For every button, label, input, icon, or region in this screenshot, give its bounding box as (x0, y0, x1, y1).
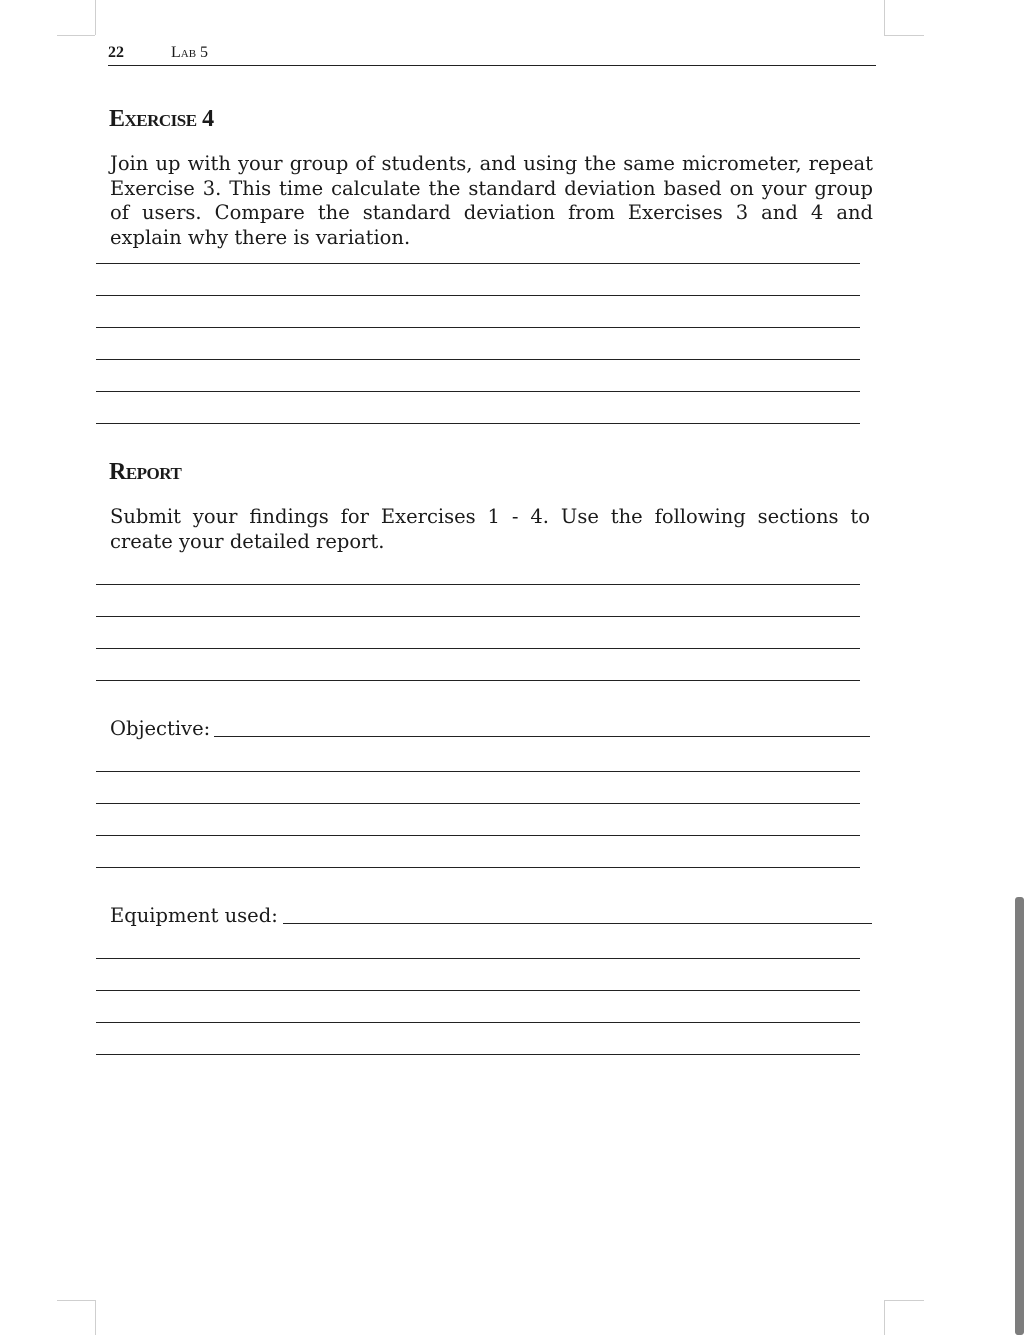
answer-line[interactable] (96, 835, 860, 836)
answer-line[interactable] (96, 584, 860, 585)
answer-line[interactable] (96, 616, 860, 617)
answer-line[interactable] (96, 680, 860, 681)
answer-line[interactable] (96, 771, 860, 772)
crop-mark (57, 35, 95, 36)
answer-line[interactable] (96, 327, 860, 328)
answer-line[interactable] (96, 423, 860, 424)
answer-line[interactable] (96, 958, 860, 959)
answer-line[interactable] (96, 803, 860, 804)
answer-line[interactable] (96, 867, 860, 868)
answer-line[interactable] (96, 648, 860, 649)
crop-mark (884, 35, 924, 36)
objective-field[interactable] (214, 736, 870, 737)
answer-line[interactable] (96, 263, 860, 264)
crop-mark (884, 0, 885, 35)
answer-line[interactable] (96, 359, 860, 360)
objective-label: Objective: (110, 717, 211, 740)
exercise-4-heading: Exercise 4 (109, 106, 214, 132)
crop-mark (95, 1300, 96, 1335)
exercise-4-instructions: Join up with your group of students, and using the same micrometer, repeat Exercise 3. This time calculate the standard deviation based on your group of users. Compare the standard deviation from Exercises 3 and 4 and explain why there is variation. (110, 152, 873, 249)
report-heading: Report (109, 459, 182, 485)
answer-line[interactable] (96, 1022, 860, 1023)
crop-mark (57, 1300, 95, 1301)
crop-mark (884, 1300, 885, 1335)
equipment-field[interactable] (283, 923, 872, 924)
report-instructions: Submit your findings for Exercises 1 - 4. Use the following sections to create your detailed report. (110, 505, 870, 553)
running-header (108, 42, 876, 66)
answer-line[interactable] (96, 1054, 860, 1055)
running-head-title: Lab 5 (171, 44, 209, 61)
answer-line[interactable] (96, 295, 860, 296)
crop-mark (95, 0, 96, 35)
page-number: 22 (108, 44, 124, 61)
answer-line[interactable] (96, 990, 860, 991)
answer-line[interactable] (96, 391, 860, 392)
equipment-label: Equipment used: (110, 904, 278, 927)
scrollbar-thumb[interactable] (1015, 897, 1024, 1335)
crop-mark (884, 1300, 924, 1301)
